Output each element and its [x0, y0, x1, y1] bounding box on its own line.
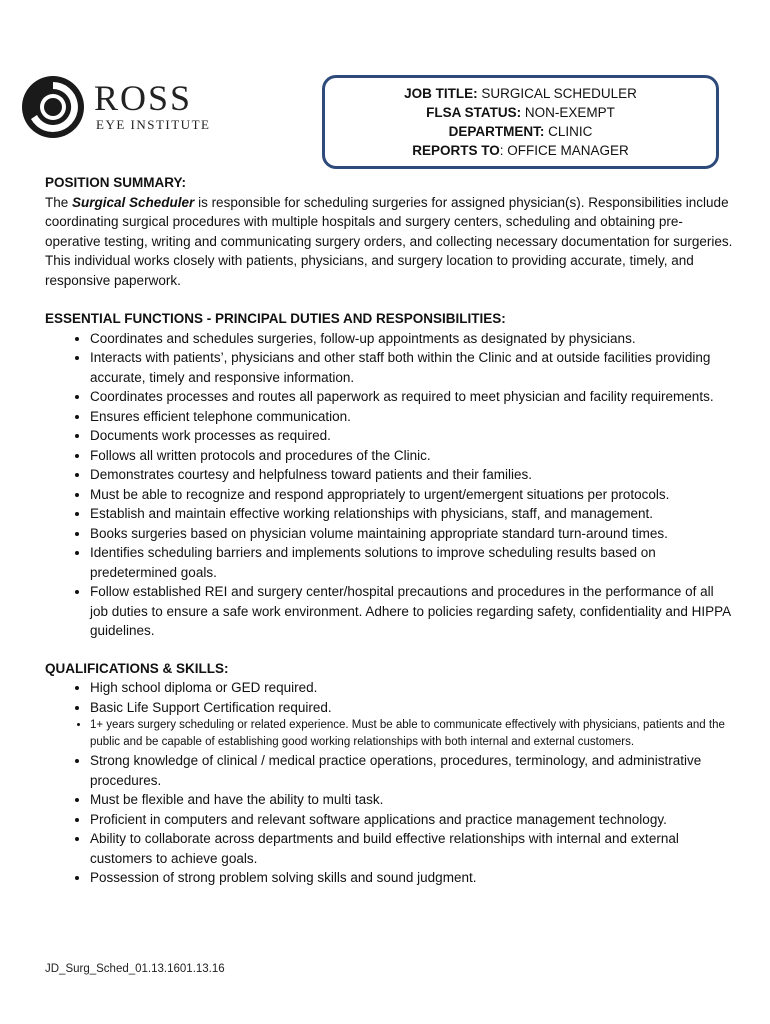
summary-body: is responsible for scheduling surgeries for assigned physician(s). Responsibilities include coordinating surgical procedures with multiple hospitals and surgery centers, scheduling and obtaining pre-operative testing, writing and communicating surgery orders, and collecting necessary documentation for surgeries. This individual works closely with patients, physicians, and surgery location to providing accurate, timely, and responsive paperwork. — [45, 194, 733, 288]
essential-functions-list — [45, 329, 735, 641]
job-title-value: SURGICAL SCHEDULER — [481, 86, 637, 101]
essential-functions-heading: ESSENTIAL FUNCTIONS - PRINCIPAL DUTIES AND RESPONSIBILITIES: — [45, 311, 506, 326]
list-item: • Identifies scheduling barriers and implements solutions to improve scheduling results based on predetermined goals. — [90, 543, 735, 582]
list-item: • Coordinates and schedules surgeries, follow-up appointments as designated by physicians. — [90, 329, 735, 349]
summary-role: Surgical Scheduler — [72, 194, 195, 210]
qualifications-heading: QUALIFICATIONS & SKILLS: — [45, 660, 229, 676]
list-item: • Basic Life Support Certification required. — [90, 698, 735, 718]
ross-logo — [20, 74, 230, 142]
flsa-status-line — [426, 103, 615, 122]
flsa-status-value: NON-EXEMPT — [524, 105, 615, 120]
document-footer-id: JD_Surg_Sched_01.13.1601.13.16 — [45, 963, 225, 975]
logo-name: ROSS — [94, 78, 193, 118]
list-item: • High school diploma or GED required. — [90, 678, 735, 698]
job-title-line — [404, 84, 637, 103]
list-item: • Interacts with patients’, physicians and other staff both within the Clinic and at outside facilities providing accurate, timely and responsive information. — [90, 348, 735, 387]
flsa-status-label: FLSA STATUS: — [426, 105, 522, 120]
department-label: DEPARTMENT: — [448, 124, 545, 139]
list-item: • Must be able to recognize and respond appropriately to urgent/emergent situations per protocols. — [90, 485, 735, 505]
list-item: • Strong knowledge of clinical / medical practice operations, procedures, terminology, and administrative procedures. — [90, 751, 735, 790]
list-item: • Possession of strong problem solving skills and sound judgment. — [90, 868, 735, 888]
reports-to-value: : OFFICE MANAGER — [499, 143, 629, 158]
list-item: • Must be flexible and have the ability to multi task. — [90, 790, 735, 810]
reports-to-line — [412, 141, 629, 160]
reports-to-label: REPORTS TO — [412, 143, 500, 158]
department-value: CLINIC — [548, 124, 593, 139]
position-summary-heading: POSITION SUMMARY: — [45, 175, 186, 190]
list-item: • Ensures efficient telephone communication. — [90, 407, 735, 427]
list-item: • Establish and maintain effective working relationships with physicians, staff, and management. — [90, 504, 735, 524]
list-item: • Coordinates processes and routes all paperwork as required to meet physician and facility requirements. — [90, 387, 735, 407]
position-summary-text — [45, 193, 735, 291]
list-item: • Demonstrates courtesy and helpfulness toward patients and their families. — [90, 465, 735, 485]
list-item: • Follows all written protocols and procedures of the Clinic. — [90, 446, 735, 466]
list-item: • Proficient in computers and relevant software applications and practice management technology. — [90, 810, 735, 830]
job-title-label: JOB TITLE: — [404, 86, 478, 101]
list-item: • Books surgeries based on physician volume maintaining appropriate standard turn-around times. — [90, 524, 735, 544]
list-item: • Documents work processes as required. — [90, 426, 735, 446]
eye-logo-icon — [20, 74, 86, 140]
list-item: • 1+ years surgery scheduling or related experience. Must be able to communicate effectively with physicians, patients and the public and be capable of establishing good working relationships with both internal and external customers. — [90, 717, 735, 751]
department-line — [449, 122, 593, 141]
job-info-box — [322, 75, 719, 169]
document-body — [45, 173, 735, 906]
summary-intro: The — [45, 194, 73, 210]
list-item: • Follow established REI and surgery center/hospital precautions and procedures in the performance of all job duties to ensure a safe work environment. Adhere to policies regarding safety, confidentiality and HIPPA guidelines. — [90, 582, 735, 641]
list-item: • Ability to collaborate across departments and build effective relationships with internal and external customers to achieve goals. — [90, 829, 735, 868]
logo-subtitle: EYE INSTITUTE — [96, 117, 211, 132]
qualifications-list — [45, 678, 735, 888]
